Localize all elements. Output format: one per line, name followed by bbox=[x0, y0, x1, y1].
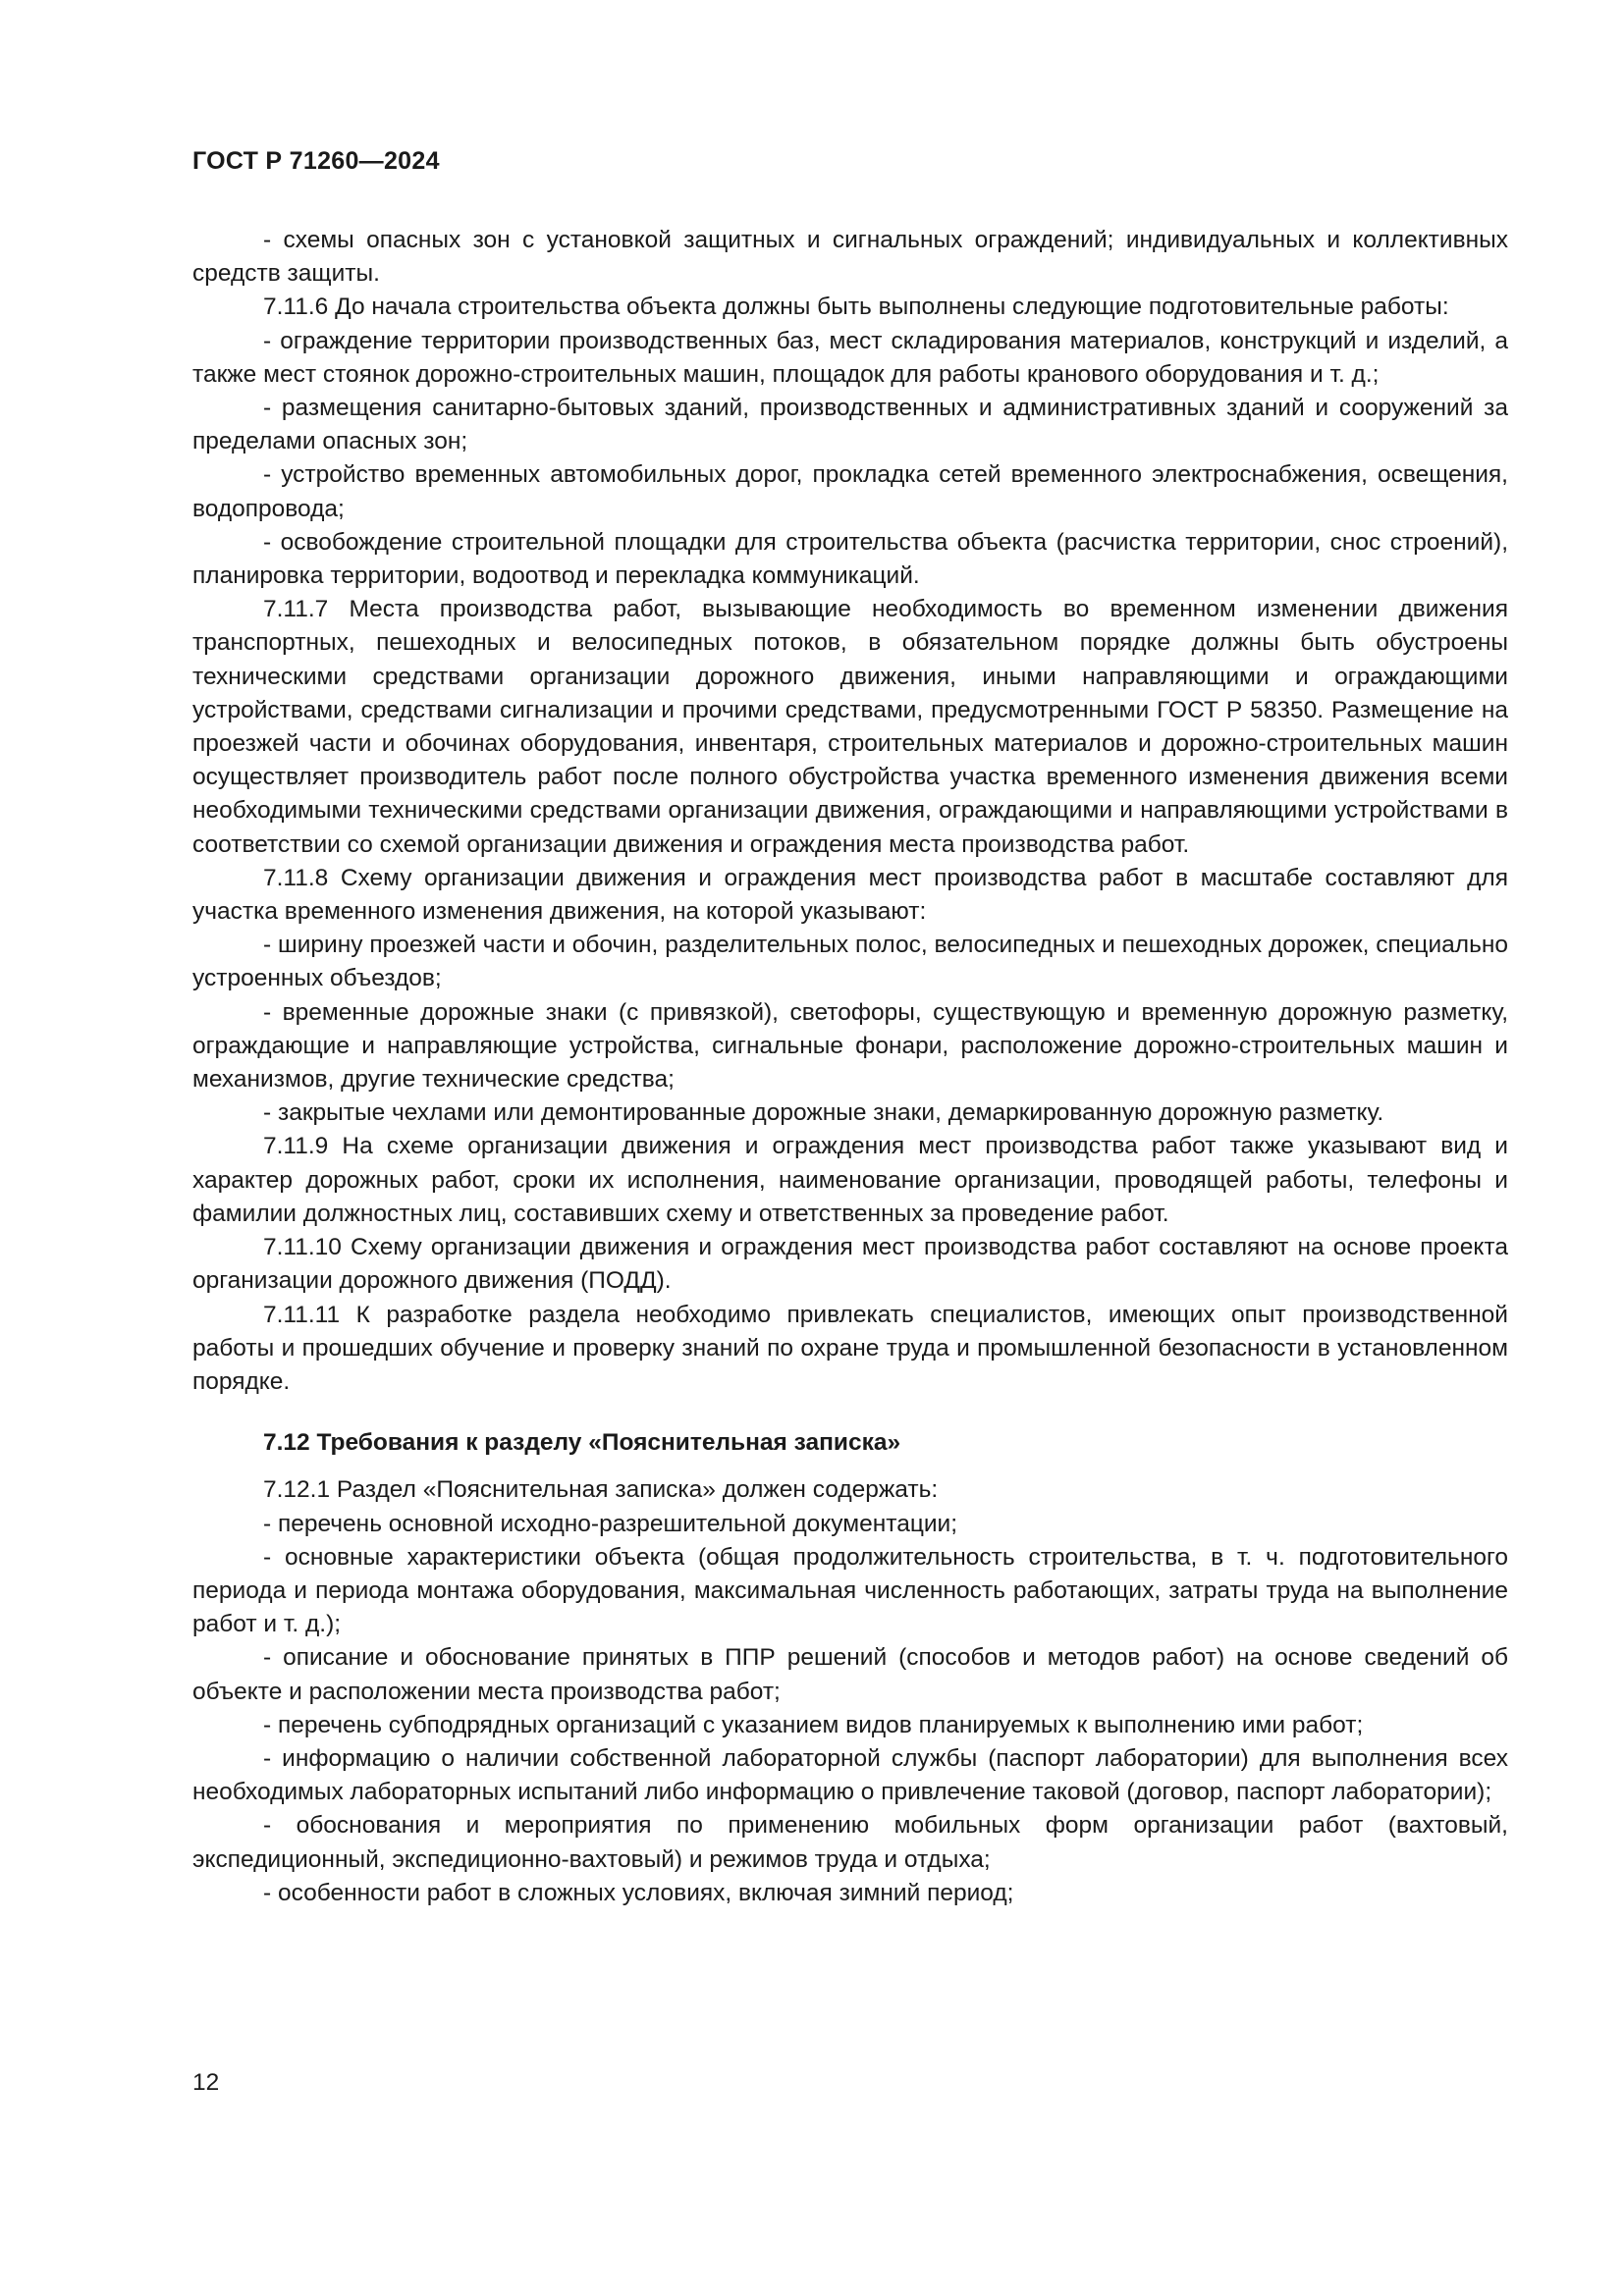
page-number: 12 bbox=[192, 2069, 220, 2096]
document-body bbox=[192, 224, 1508, 1910]
paragraph: - закрытые чехлами или демонтированные дорожные знаки, демаркированную дорожную разметку. bbox=[263, 1099, 1384, 1127]
paragraph: - временные дорожные знаки (с привязкой), светофоры, существующую и временную дорожную разметку, ограждающие и направляющие устройства, сигнальные фонари, расположение дорожно-строительных машин и механизмов, другие технические средства; bbox=[192, 998, 1508, 1094]
paragraph: 7.11.7 Места производства работ, вызывающие необходимость во временном изменении движения транспортных, пешеходных и велосипедных потоков, в обязательном порядке должны быть обустроены техническими средствами организации дорожного движения, иными направляющими и ограждающими устройствами, средствами сигнализации и прочими средствами, предусмотренными ГОСТ Р 58350. Размещение на проезжей части и обочинах оборудования, инвентаря, строительных материалов и дорожно-строительных машин осуществляет производитель работ после полного обустройства участка временного изменения движения всеми необходимыми техническими средствами организации движения, ограждающими и направляющими устройствами в соответствии со схемой организации движения и ограждения места производства работ. bbox=[192, 596, 1508, 858]
paragraph: - размещения санитарно-бытовых зданий, производственных и административных зданий и сооружений за пределами опасных зон; bbox=[192, 395, 1508, 455]
paragraph: - схемы опасных зон с установкой защитных и сигнальных ограждений; индивидуальных и коллективных средств защиты. bbox=[192, 227, 1508, 288]
paragraph: - перечень субподрядных организаций с указанием видов планируемых к выполнению ими работ; bbox=[263, 1711, 1364, 1738]
paragraph: - описание и обоснование принятых в ППР решений (способов и методов работ) на основе сведений об объекте и расположении места производства работ; bbox=[192, 1644, 1508, 1705]
paragraph: 7.12.1 Раздел «Пояснительная записка» должен содержать: bbox=[263, 1476, 939, 1504]
document-header: ГОСТ Р 71260—2024 bbox=[192, 147, 440, 175]
paragraph: - информацию о наличии собственной лабораторной службы (паспорт лаборатории) для выполнения всех необходимых лабораторных испытаний либо информацию о привлечение таковой (договор, паспорт лаборатории); bbox=[192, 1744, 1508, 1806]
paragraph: - основные характеристики объекта (общая продолжительность строительства, в т. ч. подготовительного периода и периода монтажа оборудования, максимальная численность работающих, затраты труда на выполнение работ и т. д.); bbox=[192, 1543, 1508, 1638]
paragraph: 7.11.10 Схему организации движения и ограждения мест производства работ составляют на основе проекта организации дорожного движения (ПОДД). bbox=[192, 1234, 1508, 1295]
paragraph: - ширину проезжей части и обочин, разделительных полос, велосипедных и пешеходных дорожек, специально устроенных объездов; bbox=[192, 932, 1508, 992]
paragraph: 7.11.9 На схеме организации движения и ограждения мест производства работ также указывают вид и характер дорожных работ, сроки их исполнения, наименование организации, проводящей работы, телефоны и фамилии должностных лиц, составивших схему и ответственных за проведение работ. bbox=[192, 1133, 1508, 1227]
paragraph: - освобождение строительной площадки для строительства объекта (расчистка территории, снос строений), планировка территории, водоотвод и перекладка коммуникаций. bbox=[192, 528, 1508, 590]
paragraph: 7.11.8 Схему организации движения и ограждения мест производства работ в масштабе составляют для участка временного изменения движения, на которой указывают: bbox=[192, 864, 1508, 926]
paragraph: - устройство временных автомобильных дорог, прокладка сетей временного электроснабжения, освещения, водопровода; bbox=[192, 461, 1508, 522]
section-heading: 7.12 Требования к разделу «Пояснительная записка» bbox=[263, 1429, 901, 1457]
paragraph: - обоснования и мероприятия по применению мобильных форм организации работ (вахтовый, экспедиционный, экспедиционно-вахтовый) и режимов труда и отдыха; bbox=[192, 1812, 1508, 1873]
paragraph: - перечень основной исходно-разрешительной документации; bbox=[263, 1510, 958, 1537]
paragraph: - ограждение территории производственных баз, мест складирования материалов, конструкций и изделий, а также мест стоянок дорожно-строительных машин, площадок для работы кранового оборудования и т. д.; bbox=[192, 327, 1508, 388]
paragraph: 7.11.11 К разработке раздела необходимо привлекать специалистов, имеющих опыт производственной работы и прошедших обучение и проверку знаний по охране труда и промышленной безопасности в установленном порядке. bbox=[192, 1301, 1508, 1395]
paragraph: - особенности работ в сложных условиях, включая зимний период; bbox=[263, 1879, 1014, 1906]
paragraph: 7.11.6 До начала строительства объекта должны быть выполнены следующие подготовительные работы: bbox=[263, 294, 1449, 321]
